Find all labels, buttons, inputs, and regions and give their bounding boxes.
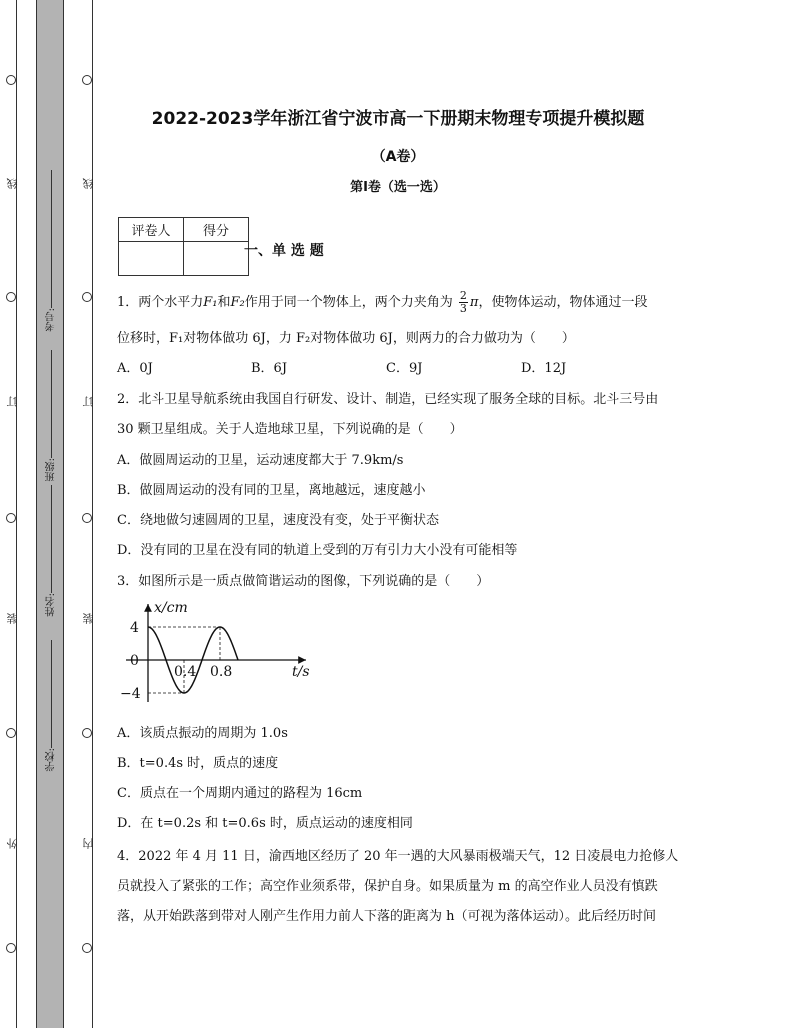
q3-option-c[interactable]: C．质点在一个周期内通过的路程为 16cm: [117, 786, 363, 801]
margin-mark-ding-inner: 订: [82, 396, 95, 407]
binding-hole: [6, 75, 16, 85]
y-tick-label: −4: [120, 686, 141, 702]
margin-mark-xian-inner: 线: [82, 178, 95, 189]
binding-hole: [82, 292, 92, 302]
margin-mark-ding: 订: [6, 396, 19, 407]
binding-hole: [6, 513, 16, 523]
q1-line1: 1．两个水平力F₁和F₂作用于同一个物体上，两个力夹角为 $\frac{2}{3}$ π，使物体运动，物体通过一段: [117, 289, 648, 315]
score-table: [118, 217, 249, 276]
q4-line2: 员就投入了紧张的工作；高空作业须系带，保护自身。如果质量为 m 的高空作业人员没有慎跌: [117, 879, 658, 894]
x-tick-label: 0.8: [210, 664, 233, 680]
q4-line3: 落，从开始跌落到带对人刚产生作用力前人下落的距离为 h（可视为落体运动）。此后经历时间: [117, 909, 657, 924]
margin-inner-line: [92, 0, 93, 1028]
margin-mark-zhuang-inner: 装: [82, 613, 95, 624]
binding-hole: [82, 943, 92, 953]
margin-mark-xian: 线: [6, 178, 19, 189]
binding-hole: [6, 943, 16, 953]
y-tick-label: 4: [130, 620, 139, 636]
binding-hole: [6, 728, 16, 738]
page-title: 2022-2023学年浙江省宁波市高一下册期末物理专项提升模拟题: [151, 109, 645, 129]
exam-number-field[interactable]: 考号:: [44, 170, 59, 331]
q2-option-b[interactable]: B．做圆周运动的没有同的卫星，离地越远，速度越小: [117, 483, 426, 498]
q1-option-c[interactable]: C．9J: [386, 361, 423, 376]
q3-option-a[interactable]: A．该质点振动的周期为 1.0s: [117, 726, 288, 741]
school-field[interactable]: 学校:: [44, 640, 59, 771]
q3-graph: [118, 598, 318, 708]
q2-option-a[interactable]: A．做圆周运动的卫星，运动速度都大于 7.9km/s: [117, 453, 404, 468]
x-tick-label: 0.4: [174, 664, 197, 680]
q1-option-a[interactable]: A．0J: [117, 361, 153, 376]
y-tick-label: 0: [130, 653, 139, 669]
q3-stem: 3．如图所示是一质点做简谐运动的图像，下列说确的是（ ）: [117, 574, 490, 589]
grader-header: 评卷人: [119, 218, 184, 242]
binding-hole: [82, 728, 92, 738]
q1-line2: 位移时，F₁对物体做功 6J，力 F₂对物体做功 6J，则两力的合力做功为（ ）: [117, 331, 575, 346]
margin-mark-zhuang: 装: [6, 613, 19, 624]
class-field[interactable]: 班级:: [44, 350, 59, 481]
part-title: 第I卷（选一选）: [350, 180, 446, 195]
score-header: 得分: [184, 218, 249, 242]
q2-line2: 30 颗卫星组成。关于人造地球卫星，下列说确的是（ ）: [117, 422, 463, 437]
q3-option-d[interactable]: D．在 t=0.2s 和 t=0.6s 时，质点运动的速度相同: [117, 816, 413, 831]
q1-option-d[interactable]: D．12J: [521, 361, 567, 376]
q4-line1: 4．2022 年 4 月 11 日，渝西地区经历了 20 年一遇的大风暴雨极端天气，12 日凌晨电力抢修人: [117, 849, 679, 864]
binding-hole: [82, 513, 92, 523]
section-title: 一、单 选 题: [244, 243, 324, 259]
margin-mark-wai: 外: [6, 838, 19, 849]
binding-hole: [6, 292, 16, 302]
q2-option-c[interactable]: C．绕地做匀速圆周的卫星，速度没有变，处于平衡状态: [117, 513, 439, 528]
q2-option-d[interactable]: D．没有同的卫星在没有同的轨道上受到的万有引力大小没有可能相等: [117, 543, 518, 558]
score-cell[interactable]: [184, 242, 249, 276]
binding-hole: [82, 75, 92, 85]
x-axis-label: t/s: [292, 664, 310, 680]
q3-option-b[interactable]: B．t=0.4s 时，质点的速度: [117, 756, 279, 771]
q2-line1: 2．北斗卫星导航系统由我国自行研发、设计、制造，已经实现了服务全球的目标。北斗三号由: [117, 392, 659, 407]
margin-outer-line: [16, 0, 17, 1028]
fraction-two-thirds: $\frac{2}{3}$: [459, 289, 467, 315]
page-subtitle: （A卷）: [371, 149, 425, 165]
margin-mark-nei-inner: 内: [82, 838, 95, 849]
q1-option-b[interactable]: B．6J: [251, 361, 288, 376]
grader-cell[interactable]: [119, 242, 184, 276]
y-axis-label: x/cm: [154, 600, 188, 616]
name-field[interactable]: 姓名:: [44, 485, 59, 616]
